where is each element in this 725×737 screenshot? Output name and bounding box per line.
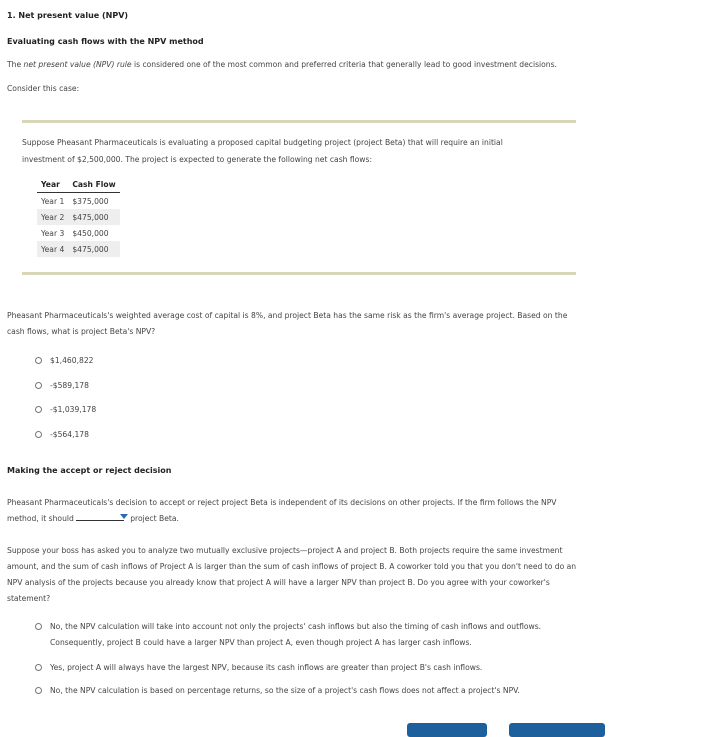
decision-line: Pheasant Pharmaceuticals's decision to accept or reject project Beta is independent of its decisions on other projects. If the firm follows the NPV: [7, 498, 557, 507]
decision-paragraph: [7, 495, 707, 527]
radio-button[interactable]: [35, 431, 42, 438]
case-description: [22, 135, 562, 168]
coworker-option-1[interactable]: [35, 619, 541, 651]
option-label: Yes, project A will always have the largest NPV, because its cash inflows are greater than project B's cash inflows.: [50, 663, 483, 672]
coworker-option-3[interactable]: [35, 683, 520, 699]
section-heading-decision: Making the accept or reject decision: [7, 466, 172, 475]
option-label: No, the NPV calculation is based on percentage returns, so the size of a project's cash flows does not affect a project's NPV.: [50, 686, 520, 695]
page-title: 1. Net present value (NPV): [7, 11, 129, 20]
npv-option-1[interactable]: [35, 356, 93, 365]
npv-option-3[interactable]: [35, 405, 96, 414]
table-header-cash-flow: Cash Flow: [68, 179, 119, 193]
question-line: cash flows, what is project Beta's NPV?: [7, 327, 156, 336]
option-label: -$1,039,178: [50, 405, 97, 414]
table-header-year: Year: [37, 179, 68, 193]
question-npv-text: [7, 308, 707, 340]
intro-text-pre: The: [7, 60, 24, 69]
case-line: investment of $2,500,000. The project is expected to generate the following net cash flows:: [22, 154, 373, 164]
question-line: Pheasant Pharmaceuticals's weighted average cost of capital is 8%, and project Beta has the same risk as the firm's average project. Based on the: [7, 311, 568, 320]
accept-reject-dropdown[interactable]: [76, 511, 124, 521]
npv-option-2[interactable]: [35, 381, 89, 390]
radio-button[interactable]: [35, 687, 42, 694]
coworker-option-2[interactable]: [35, 660, 482, 676]
table-row: [37, 225, 120, 241]
table-cell: Year 1: [41, 196, 65, 206]
option-label: [50, 619, 541, 651]
option-line: Consequently, project B could have a larger NPV than project A, even though project A has larger cash inflows.: [50, 638, 472, 647]
table-row: [37, 209, 120, 225]
radio-button[interactable]: [35, 623, 42, 630]
consider-text: Consider this case:: [7, 84, 80, 93]
npv-option-4[interactable]: [35, 430, 89, 439]
decision-line: [7, 511, 707, 527]
case-divider-bottom: [22, 272, 576, 275]
table-cell: Year 2: [37, 209, 68, 225]
table-row: [37, 193, 120, 210]
radio-button[interactable]: [35, 382, 42, 389]
table-cell: Year 4: [37, 241, 68, 257]
option-label: -$564,178: [50, 430, 89, 439]
option-line: No, the NPV calculation will take into account not only the projects' cash inflows but also the timing of cash inflows and outflows.: [50, 622, 542, 631]
radio-button[interactable]: [35, 357, 42, 364]
radio-button[interactable]: [35, 664, 42, 671]
table-row: [37, 241, 120, 257]
option-label: -$589,178: [50, 381, 89, 390]
question-coworker-text: [7, 543, 719, 607]
chevron-down-icon: [120, 514, 128, 519]
question-line: amount, and the sum of cash inflows of Project A is larger than the sum of cash inflows of project B. A coworker told you that you don't need to do an: [7, 562, 577, 571]
table-cell: Year 3: [41, 228, 65, 238]
intro-paragraph: [7, 57, 557, 73]
intro-text-emphasis: net present value (NPV) rule: [23, 60, 132, 69]
question-line: NPV analysis of the projects because you already know that project A will have a larger NPV than project B. Do you agree with your coworker's: [7, 578, 550, 587]
radio-button[interactable]: [35, 406, 42, 413]
table-cell: $450,000: [72, 228, 109, 238]
table-cell: $375,000: [72, 196, 109, 206]
decision-text-pre: method, it should: [7, 514, 74, 523]
intro-text-post: is considered one of the most common and preferred criteria that generally lead to good investment decisions.: [131, 60, 557, 69]
case-divider-top: [22, 120, 576, 123]
decision-text-post: project Beta.: [130, 514, 179, 523]
question-line: statement?: [7, 594, 51, 603]
table-cell: $475,000: [68, 241, 119, 257]
cash-flow-table: [37, 179, 120, 257]
option-label: $1,460,822: [50, 356, 94, 365]
footer-button-left[interactable]: [407, 723, 487, 737]
table-cell: $475,000: [68, 209, 119, 225]
case-line: Suppose Pheasant Pharmaceuticals is evaluating a proposed capital budgeting project (project Beta) that will require an initial: [22, 138, 503, 147]
question-line: Suppose your boss has asked you to analyze two mutually exclusive projects—project A and project B. Both projects require the same investment: [7, 546, 563, 555]
section-heading-npv-method: Evaluating cash flows with the NPV method: [7, 37, 204, 46]
footer-button-right[interactable]: [509, 723, 605, 737]
